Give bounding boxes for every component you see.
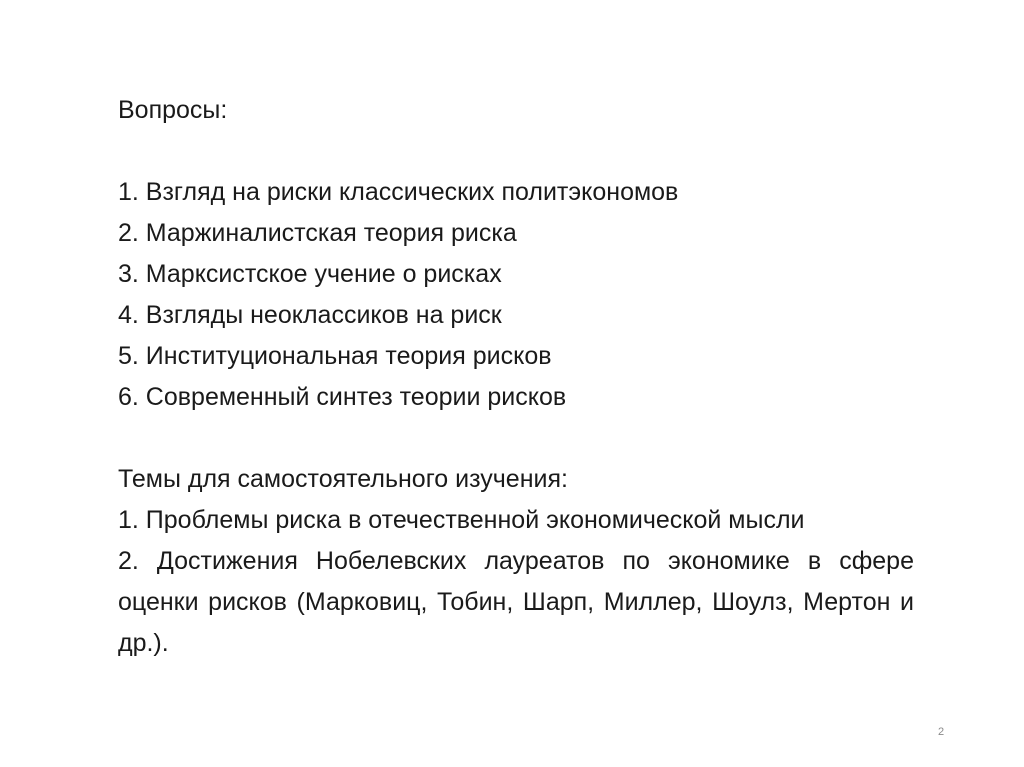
- page-number: 2: [937, 726, 945, 738]
- questions-list: [118, 172, 914, 418]
- topic-item-2: 2. Достижения Нобелевских лауреатов по экономике в сфере оценки рисков (Марковиц, Тобин, Шарп, Миллер, Шоулз, Мертон и др.).: [118, 547, 914, 657]
- question-item-5: 5. Институциональная теория рисков: [118, 342, 552, 370]
- question-item-6: 6. Современный синтез теории рисков: [118, 383, 567, 411]
- topics-list: [118, 500, 914, 664]
- topics-heading: Темы для самостоятельного изучения:: [118, 465, 568, 493]
- topic-item-1: 1. Проблемы риска в отечественной экономической мысли: [118, 506, 805, 534]
- slide-content: [118, 90, 914, 664]
- question-item-3: 3. Марксистское учение о рисках: [118, 260, 502, 288]
- question-item-2: 2. Маржиналистская теория риска: [118, 219, 517, 247]
- questions-heading: Вопросы:: [118, 96, 228, 124]
- question-item-4: 4. Взгляды неоклассиков на риск: [118, 301, 502, 329]
- section-spacer: [118, 418, 914, 459]
- question-item-1: 1. Взгляд на риски классических политэкономов: [118, 178, 679, 206]
